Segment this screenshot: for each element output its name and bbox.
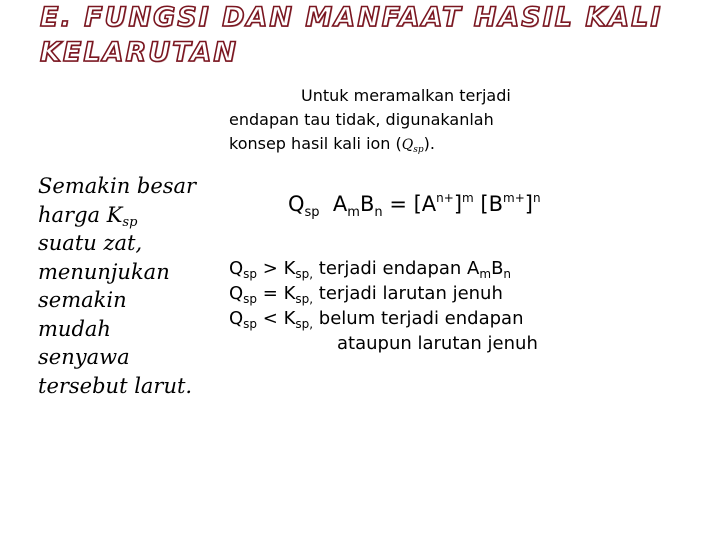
formula-bracket: ] bbox=[453, 192, 463, 216]
formula-a: A bbox=[332, 192, 348, 216]
qsp-subscript: sp bbox=[413, 145, 424, 155]
cond-operator: = K bbox=[257, 283, 296, 304]
slide-title bbox=[40, 0, 720, 70]
left-note-line: mudah bbox=[38, 316, 111, 341]
left-note-line bbox=[38, 201, 223, 230]
left-italic-note bbox=[38, 172, 223, 400]
qsp-symbol bbox=[402, 137, 424, 153]
left-note-line: semakin bbox=[38, 288, 127, 312]
cond-q-subscript: sp bbox=[243, 267, 258, 281]
cond-k-subscript: sp, bbox=[295, 317, 314, 331]
cond-q-subscript: sp bbox=[243, 292, 258, 306]
slide-title-line-2: KELARUTAN bbox=[40, 37, 238, 68]
condition-unsaturated bbox=[229, 306, 649, 331]
cond-text: terjadi larutan jenuh bbox=[313, 283, 503, 304]
cond-q: Q bbox=[229, 258, 244, 279]
ksp-subscript: sp bbox=[122, 214, 138, 230]
qsp-letter: Q bbox=[401, 137, 414, 153]
intro-line bbox=[229, 132, 629, 157]
cond-text: terjadi endapan A bbox=[313, 258, 480, 279]
intro-paragraph bbox=[229, 84, 629, 157]
left-note-line: senyawa bbox=[38, 345, 130, 369]
formula-b-subscript: n bbox=[374, 205, 383, 220]
cond-k-subscript: sp, bbox=[295, 292, 314, 306]
slide-title-line-1: E. FUNGSI DAN MANFAAT HASIL KALI bbox=[40, 2, 663, 33]
condition-saturated bbox=[229, 281, 649, 306]
cond-text: belum terjadi endapan bbox=[313, 308, 524, 329]
cond-q: Q bbox=[229, 283, 244, 304]
formula-exponent-m: m bbox=[462, 191, 474, 205]
left-note-line: menunjukan bbox=[38, 259, 170, 284]
formula-q-subscript: sp bbox=[304, 205, 320, 220]
formula-b-charge: m+ bbox=[503, 191, 525, 205]
cond-b-subscript: n bbox=[503, 267, 512, 281]
left-note-line: suatu zat, bbox=[38, 231, 143, 255]
formula-a-subscript: m bbox=[347, 205, 360, 220]
intro-text: konsep hasil kali ion ( bbox=[229, 134, 402, 153]
formula-b-bracket: [B bbox=[473, 192, 504, 216]
cond-operator: < K bbox=[257, 308, 296, 329]
left-note-text: harga K bbox=[38, 202, 123, 227]
intro-text-end: ). bbox=[423, 134, 435, 153]
formula-bracket: ] bbox=[524, 192, 533, 216]
cond-b: B bbox=[491, 258, 504, 279]
cond-operator: > K bbox=[257, 258, 296, 279]
condition-precipitate bbox=[229, 256, 649, 281]
left-note-line: Semakin besar bbox=[38, 174, 197, 198]
cond-a-subscript: m bbox=[479, 267, 492, 281]
cond-q-subscript: sp bbox=[243, 317, 258, 331]
condition-unsaturated-continued: ataupun larutan jenuh bbox=[337, 333, 538, 354]
formula-q: Q bbox=[288, 192, 305, 216]
condition-list bbox=[229, 256, 649, 356]
cond-q: Q bbox=[229, 308, 244, 329]
formula-equals: = [A bbox=[382, 192, 437, 216]
formula-a-charge: n+ bbox=[436, 191, 454, 205]
cond-k-subscript: sp, bbox=[295, 267, 314, 281]
formula-b: B bbox=[359, 192, 375, 216]
left-note-line: tersebut larut. bbox=[38, 373, 193, 398]
intro-line: endapan tau tidak, digunakanlah bbox=[229, 110, 494, 129]
intro-line: Untuk meramalkan terjadi bbox=[301, 86, 511, 105]
qsp-formula bbox=[288, 190, 618, 218]
formula-exponent-n: n bbox=[532, 191, 541, 205]
